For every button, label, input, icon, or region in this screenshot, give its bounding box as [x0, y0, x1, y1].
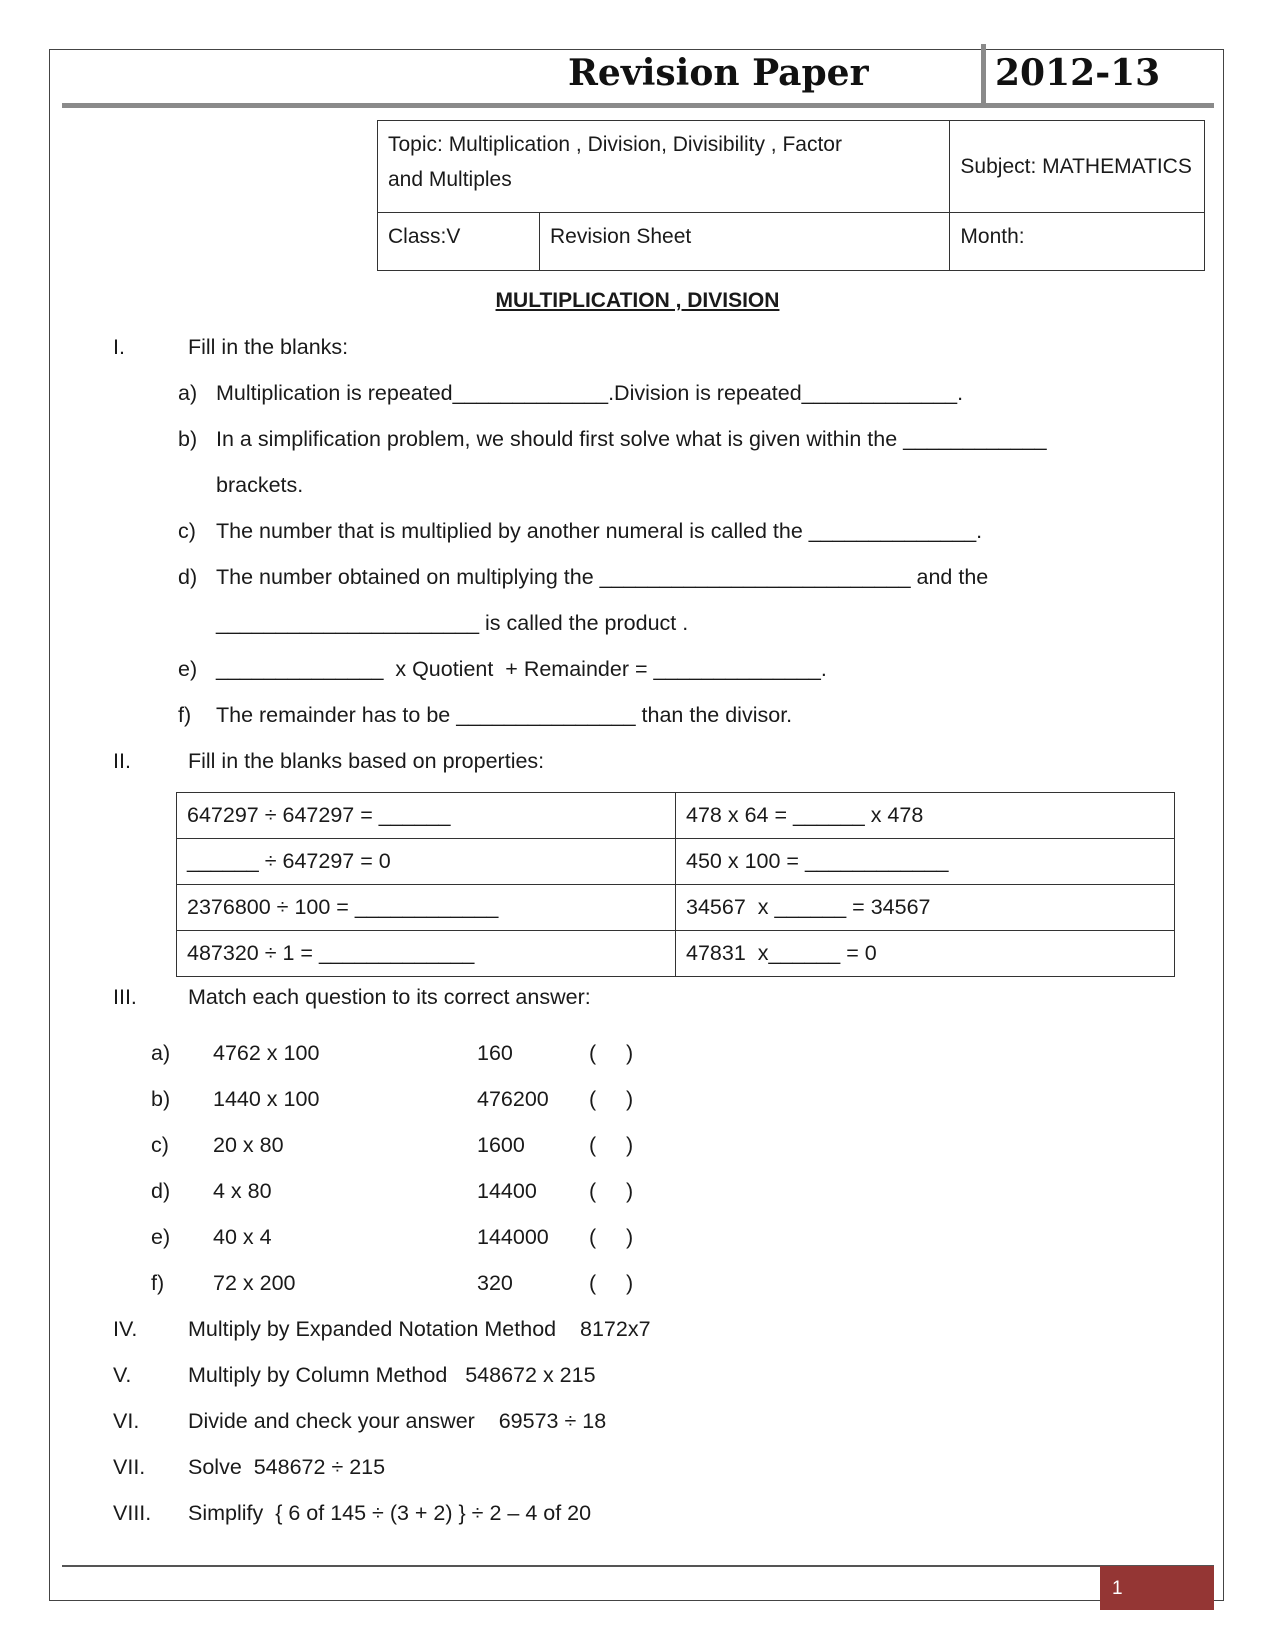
table-row	[177, 885, 1175, 931]
match-answer: 320	[477, 1271, 513, 1295]
item-letter: b)	[178, 427, 198, 451]
question-title: Fill in the blanks:	[188, 335, 349, 359]
match-letter: d)	[151, 1179, 171, 1203]
match-blank: ( )	[589, 1041, 634, 1065]
info-table	[377, 120, 1205, 271]
table-cell: 647297 ÷ 647297 = ______	[177, 793, 676, 839]
class-cell	[378, 213, 540, 271]
match-question: 4762 x 100	[213, 1041, 320, 1065]
match-question: 40 x 4	[213, 1225, 272, 1249]
table-row	[177, 931, 1175, 977]
page-title: Revision Paper	[568, 52, 869, 94]
sheet-cell	[540, 213, 950, 271]
question-text: Solve 548672 ÷ 215	[188, 1455, 386, 1479]
match-blank: ( )	[589, 1133, 634, 1157]
question-number: III.	[113, 985, 137, 1009]
question-text: Multiply by Column Method 548672 x 215	[188, 1363, 596, 1387]
table-cell: 478 x 64 = ______ x 478	[676, 793, 1175, 839]
table-row	[177, 839, 1175, 885]
item-letter: d)	[178, 565, 198, 589]
match-answer: 144000	[477, 1225, 549, 1249]
month-cell	[950, 213, 1205, 271]
question-text: Multiply by Expanded Notation Method 8172x7	[188, 1317, 651, 1341]
match-question: 72 x 200	[213, 1271, 296, 1295]
match-blank: ( )	[589, 1087, 634, 1111]
question-number: IV.	[113, 1317, 138, 1341]
match-question: 1440 x 100	[213, 1087, 320, 1111]
fill-blank-item: The number that is multiplied by another numeral is called the ______________.	[216, 519, 983, 543]
table-cell: 47831 x______ = 0	[676, 931, 1175, 977]
table-cell: 450 x 100 = ____________	[676, 839, 1175, 885]
subject-text: Subject: MATHEMATICS	[960, 155, 1192, 178]
sheet-text: Revision Sheet	[550, 225, 692, 248]
match-blank: ( )	[589, 1179, 634, 1203]
header-divider	[981, 44, 986, 106]
table-cell: ______ ÷ 647297 = 0	[177, 839, 676, 885]
fill-blank-item-continued: ______________________ is called the product .	[216, 611, 689, 635]
fill-blank-item: The remainder has to be _______________ than the divisor.	[216, 703, 793, 727]
match-question: 4 x 80	[213, 1179, 272, 1203]
match-answer: 14400	[477, 1179, 537, 1203]
properties-table	[176, 792, 1175, 977]
question-number: VII.	[113, 1455, 146, 1479]
table-cell: 487320 ÷ 1 = _____________	[177, 931, 676, 977]
header-rule	[62, 103, 1214, 108]
question-number: VI.	[113, 1409, 140, 1433]
match-question: 20 x 80	[213, 1133, 284, 1157]
topic-line-1: Topic: Multiplication , Division, Divisibility , Factor	[388, 133, 842, 156]
item-letter: a)	[178, 381, 198, 405]
fill-blank-item: The number obtained on multiplying the __________________________ and the	[216, 565, 989, 589]
question-number: VIII.	[113, 1501, 152, 1525]
item-letter: c)	[178, 519, 196, 543]
question-text: Divide and check your answer 69573 ÷ 18	[188, 1409, 607, 1433]
class-text: Class:V	[388, 225, 461, 248]
match-answer: 476200	[477, 1087, 549, 1111]
match-answer: 160	[477, 1041, 513, 1065]
table-cell: 2376800 ÷ 100 = ____________	[177, 885, 676, 931]
section-heading: MULTIPLICATION , DIVISION	[495, 289, 780, 312]
session-year: 2012-13	[995, 52, 1161, 94]
match-blank: ( )	[589, 1225, 634, 1249]
item-letter: e)	[178, 657, 198, 681]
fill-blank-item: In a simplification problem, we should first solve what is given within the ____________	[216, 427, 1047, 451]
footer-rule	[62, 1565, 1214, 1567]
subject-cell	[950, 121, 1205, 213]
match-letter: c)	[151, 1133, 169, 1157]
match-letter: e)	[151, 1225, 171, 1249]
topic-cell	[378, 121, 950, 213]
fill-blank-item-continued: brackets.	[216, 473, 304, 497]
month-text: Month:	[960, 225, 1025, 248]
page-number: 1	[1112, 1578, 1123, 1599]
question-text: Simplify { 6 of 145 ÷ (3 + 2) } ÷ 2 – 4 of 20	[188, 1501, 592, 1525]
fill-blank-item: Multiplication is repeated_____________.Division is repeated_____________.	[216, 381, 964, 405]
question-title: Fill in the blanks based on properties:	[188, 749, 545, 773]
question-title: Match each question to its correct answer:	[188, 985, 591, 1009]
match-blank: ( )	[589, 1271, 634, 1295]
match-letter: b)	[151, 1087, 171, 1111]
table-cell: 34567 x ______ = 34567	[676, 885, 1175, 931]
table-row	[177, 793, 1175, 839]
question-number: I.	[113, 335, 125, 359]
match-letter: a)	[151, 1041, 171, 1065]
topic-line-2: and Multiples	[388, 168, 512, 191]
question-number: II.	[113, 749, 131, 773]
question-number: V.	[113, 1363, 132, 1387]
fill-blank-item: ______________ x Quotient + Remainder = ______________.	[216, 657, 827, 681]
match-answer: 1600	[477, 1133, 525, 1157]
match-letter: f)	[151, 1271, 165, 1295]
item-letter: f)	[178, 703, 192, 727]
